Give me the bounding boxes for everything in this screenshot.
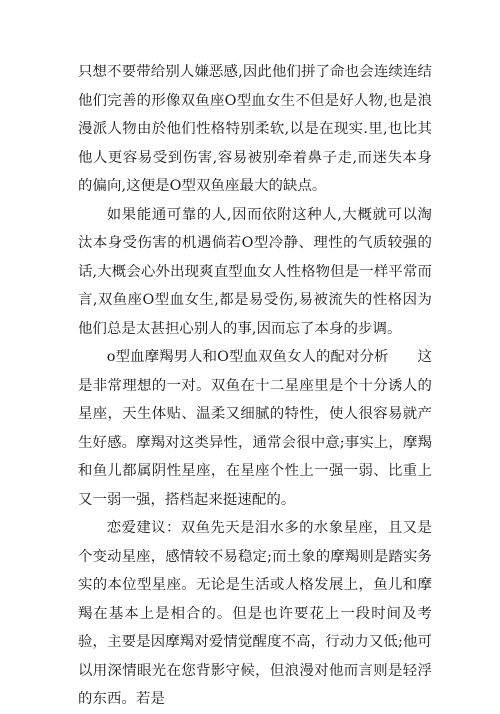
paragraph-3: o型血摩羯男人和O型血双鱼女人的配对分析 这是非常理想的一对。双鱼在十二星座里是个十分诱人的星座，天生体贴、温柔又细腻的特性，使人很容易就产生好感。摩羯对这类异性，通常会很中意;事实上，摩羯和鱼儿都属阴性星座，在星座个性上一强一弱、比重上又一弱一强，搭档起来挺速配的。: [78, 349, 432, 508]
paragraph-1: 只想不要带给别人嫌恶感,因此他们拼了命也会连续连结他们完善的形像双鱼座O型血女生不但是好人物,也是浪漫派人物由於他们性格特别柔软,以是在现实.里,也比其他人更容易受到伤害,容易被别牵着鼻子走,而迷失本身的偏向,这便是O型双鱼座最大的缺点。: [78, 64, 432, 194]
document-page: [78, 58, 432, 714]
paragraph-2: 如果能通可靠的人,因而依附这种人,大概就可以淘汰本身受伤害的机遇倘若O型冷静、理性的气质较强的话,大概会心外出现爽直型血女人性格物但是一样平常而言,双鱼座O型血女生,都是易受伤,易被流失的性格因为他们总是太甚担心别人的事,因而忘了本身的步调。: [78, 206, 432, 337]
paragraph-4: 恋爱建议：双鱼先天是泪水多的水象星座，且又是个变动星座，感情较不易稳定;而土象的摩羯则是踏实务实的本位型星座。无论是生活或人格发展上，鱼儿和摩羯在基本上是相合的。但是也许要花上一段时间及考验，主要是因摩羯对爱情觉醒度不高，行动力又低;他可以用深情眼光在您背影守候，但浪漫对他而言则是轻浮的东西。若是: [78, 520, 432, 707]
